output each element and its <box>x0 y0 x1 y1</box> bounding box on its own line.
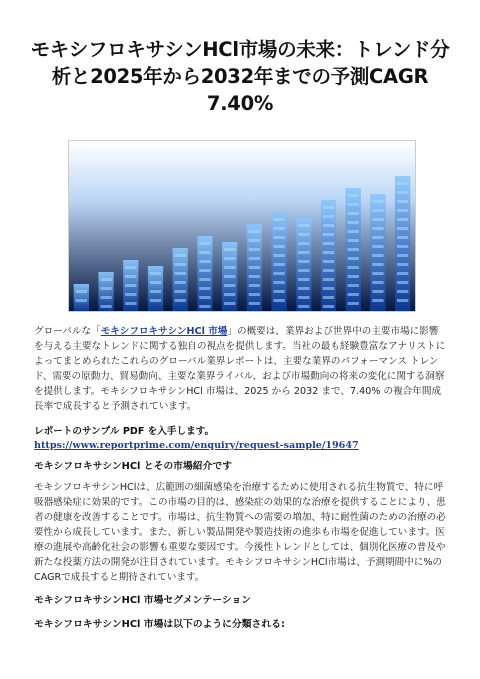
bar-chart-graphic <box>69 141 415 311</box>
hero-bar <box>271 212 286 311</box>
hero-bar-segment <box>397 254 408 257</box>
intro-paragraph <box>34 324 446 414</box>
section-intro-body: モキシフロキサシンHClは、広範囲の細菌感染を治療するために使用される抗生物質で、特に呼吸器感染症に効果的です。この市場の目的は、感染症の効果的な治療を提供することにより、患者の健康を改善することです。市場は、抗生物質への需要の増加、特に耐性菌のための治療の必要性から成長しています。また、新しい製品開発や製造技術の進歩も市場を促進しています。医療の進展や高齢化社会の影響も重要な要因です。今後性トレンドとしては、個別化医療の普及や新たな投薬方法の開発が注目されています。モキシフロキサシンHCl市場は、予測期間中に%のCAGRで成長すると期待されています。 <box>34 482 446 583</box>
hero-bar-segment <box>273 290 284 293</box>
hero-bar-segment <box>348 302 359 305</box>
hero-bar-segment <box>323 269 334 272</box>
hero-bar-segment <box>348 230 359 233</box>
hero-background <box>69 141 415 311</box>
hero-bar-segment <box>397 236 408 239</box>
hero-bar-segment <box>199 287 210 290</box>
hero-bar-segment <box>224 302 235 305</box>
hero-bar-segment <box>397 299 408 302</box>
hero-bar-segment <box>125 302 136 305</box>
hero-bar-segment <box>125 266 136 269</box>
hero-bar-segment <box>175 272 186 275</box>
hero-bar-segment <box>397 272 408 275</box>
hero-bar-segment <box>199 251 210 254</box>
hero-bar-segment <box>273 263 284 266</box>
hero-bar-segment <box>298 224 309 227</box>
hero-bar-segment <box>372 290 383 293</box>
hero-bar-segment <box>298 251 309 254</box>
hero-bar-segment <box>348 293 359 296</box>
hero-bar-segment <box>175 281 186 284</box>
hero-bar-segment <box>100 296 111 299</box>
hero-bar-segment <box>397 200 408 203</box>
hero-bar-segment <box>397 263 408 266</box>
hero-bar-segment <box>175 254 186 257</box>
hero-bar-segment <box>397 191 408 194</box>
hero-bar-segment <box>249 230 260 233</box>
hero-bar-segment <box>199 278 210 281</box>
hero-bar-segment <box>76 290 87 293</box>
hero-bar-segment <box>249 266 260 269</box>
hero-bar-segment <box>323 251 334 254</box>
hero-bar-segment <box>249 302 260 305</box>
hero-bar-segment <box>273 281 284 284</box>
page-title: モキシフロキサシンHCl市場の未来：トレンド分析と2025年から2032年までの予測CAGR 7.40% <box>30 38 450 115</box>
market-keyword-link[interactable]: モキシフロキサシンHCl 市場 <box>100 326 228 337</box>
hero-bar-segment <box>76 299 87 302</box>
hero-bar-segment <box>348 221 359 224</box>
hero-bar-segment <box>372 299 383 302</box>
hero-bar-segment <box>348 194 359 197</box>
hero-bar-segment <box>298 278 309 281</box>
hero-bar-segment <box>175 290 186 293</box>
hero-bar-segment <box>249 293 260 296</box>
hero-bar-segment <box>323 206 334 209</box>
hero-bar-segment <box>348 284 359 287</box>
intro-prefix: グローバルな「 <box>34 326 101 337</box>
hero-bar-segment <box>397 227 408 230</box>
hero-bar-segment <box>199 305 210 308</box>
hero-bar-segment <box>323 287 334 290</box>
hero-bar-segment <box>150 272 161 275</box>
hero-bar <box>74 284 89 311</box>
hero-bar-segment <box>273 299 284 302</box>
hero-bar-segment <box>150 281 161 284</box>
sample-request <box>34 425 446 453</box>
hero-bar-segment <box>348 275 359 278</box>
hero-bar-segment <box>397 290 408 293</box>
hero-bar-segment <box>348 257 359 260</box>
hero-bar-segment <box>372 236 383 239</box>
hero-bar-segment <box>323 224 334 227</box>
hero-bar-segment <box>298 260 309 263</box>
hero-bar-segment <box>372 281 383 284</box>
hero-bar-segment <box>249 284 260 287</box>
hero-bar-segment <box>298 296 309 299</box>
hero-bar-segment <box>175 263 186 266</box>
section-segmentation-heading: モキシフロキサシンHCl 市場セグメンテーション <box>34 595 252 606</box>
hero-bar-segment <box>372 254 383 257</box>
hero-bar-segment <box>224 293 235 296</box>
hero-bar-segment <box>199 242 210 245</box>
hero-bar-segment <box>397 182 408 185</box>
hero-bar-segment <box>323 305 334 308</box>
hero-bar-segment <box>348 212 359 215</box>
hero-bar-segment <box>298 287 309 290</box>
hero-bar <box>197 236 212 311</box>
hero-bar-segment <box>323 260 334 263</box>
hero-bar-segment <box>298 269 309 272</box>
hero-bar-segment <box>150 290 161 293</box>
section-intro-heading: モキシフロキサシンHCl とその市場紹介です <box>34 461 232 472</box>
hero-image <box>68 140 416 312</box>
hero-bar-segment <box>397 245 408 248</box>
hero-bar-segment <box>273 245 284 248</box>
hero-bar-segment <box>224 248 235 251</box>
hero-bar-segment <box>348 248 359 251</box>
sample-label: レポートのサンプル PDF を入手します。 <box>34 426 215 437</box>
hero-bar-segment <box>199 296 210 299</box>
hero-bar-segment <box>175 299 186 302</box>
hero-bar-segment <box>100 278 111 281</box>
hero-bar-segment <box>150 299 161 302</box>
hero-bar-segment <box>224 266 235 269</box>
hero-bar-segment <box>372 272 383 275</box>
hero-bar-segment <box>372 227 383 230</box>
hero-bar-segment <box>298 242 309 245</box>
hero-bar-segment <box>323 242 334 245</box>
hero-bar-segment <box>273 227 284 230</box>
hero-bar-segment <box>298 305 309 308</box>
hero-bar-segment <box>224 284 235 287</box>
hero-bar-segment <box>348 266 359 269</box>
intro-suffix: 」の概要は、業界および世界中の主要市場に影響を与える主要なトレンドに関する独自の視点を提供します。当社の最も経験豊富なアナリストによってまとめられたこれらのグローバル業界レポートは、主要な業界のパフォーマンス トレンド、需要の原動力、貿易動向、主要な業界ライバル、および市場動向の将来の変化に関する洞察を提供します。モキシフロキサシンHCl 市場は、2025 から 2032 まで、7.40% の複合年間成長率で成長すると予測されています。 <box>34 326 446 412</box>
hero-bar-segment <box>323 296 334 299</box>
hero-bar-segment <box>323 215 334 218</box>
hero-bar-segment <box>372 218 383 221</box>
hero-bar-segment <box>397 281 408 284</box>
hero-bar-segment <box>199 260 210 263</box>
hero-bar-segment <box>125 284 136 287</box>
hero-bar-segment <box>125 293 136 296</box>
sample-url-link[interactable]: https://www.reportprime.com/enquiry/request-sample/19647 <box>34 440 359 451</box>
hero-bar-segment <box>372 263 383 266</box>
hero-bar-segment <box>397 218 408 221</box>
hero-bar-segment <box>199 269 210 272</box>
hero-bar-segment <box>323 233 334 236</box>
hero-bar-segment <box>397 209 408 212</box>
hero-bar-segment <box>249 239 260 242</box>
hero-bar-segment <box>372 200 383 203</box>
hero-bar-segment <box>323 278 334 281</box>
hero-bar-segment <box>100 287 111 290</box>
hero-bar-segment <box>372 245 383 248</box>
hero-bar-segment <box>372 209 383 212</box>
hero-bar-segment <box>348 203 359 206</box>
hero-bar-segment <box>273 218 284 221</box>
hero-bar-segment <box>298 233 309 236</box>
hero-bar-segment <box>348 239 359 242</box>
hero-bar-segment <box>224 257 235 260</box>
hero-bar-segment <box>273 254 284 257</box>
hero-bar-segment <box>125 275 136 278</box>
hero-bar-segment <box>224 275 235 278</box>
hero-bar-segment <box>273 236 284 239</box>
section-classification-heading: モキシフロキサシンHCl 市場は以下のように分類される: <box>34 619 285 630</box>
hero-bar-segment <box>249 275 260 278</box>
hero-bar-segment <box>249 248 260 251</box>
hero-bar-segment <box>100 305 111 308</box>
hero-bar-segment <box>273 272 284 275</box>
hero-bar-segment <box>249 257 260 260</box>
